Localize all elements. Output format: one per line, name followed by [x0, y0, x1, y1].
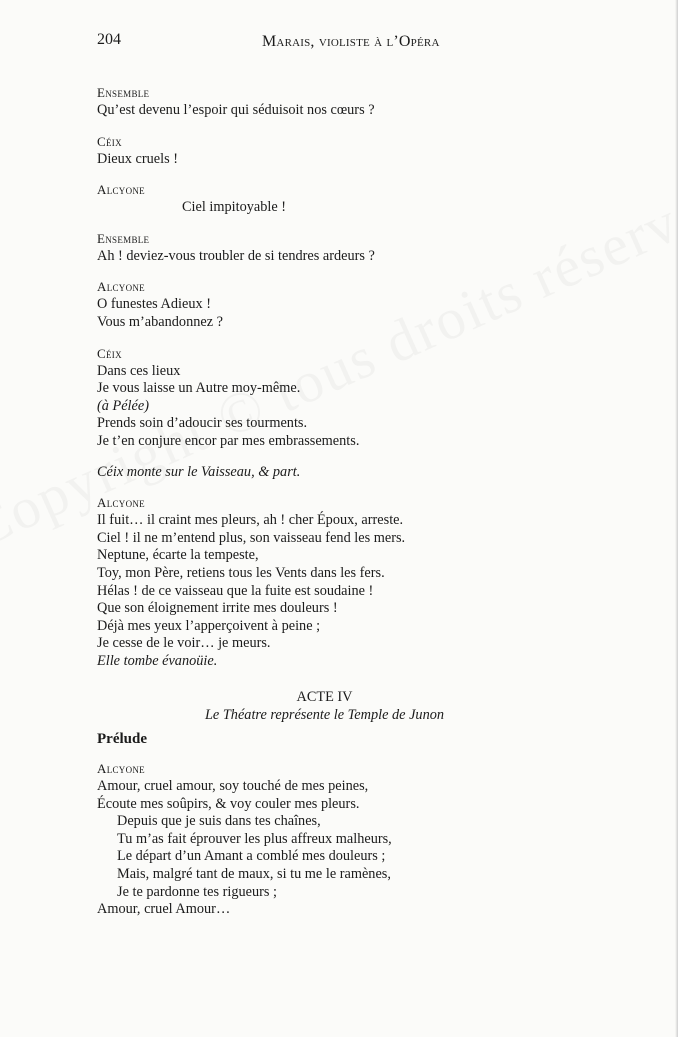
page-number: 204 [97, 31, 121, 48]
speech-block [97, 133, 457, 169]
verse-line: Toy, mon Père, retiens tous les Vents dans les fers. [97, 564, 385, 581]
verse-line: Vous m’abandonnez ? [97, 313, 223, 330]
prelude-heading: Prélude [97, 731, 147, 747]
speaker-name: Alcyone [97, 495, 145, 511]
verse-line: Le départ d’un Amant a comblé mes douleurs ; [117, 848, 386, 865]
verse-line: Depuis que je suis dans tes chaînes, [117, 813, 321, 830]
libretto-text [97, 84, 457, 683]
speaker-name: Ensemble [97, 85, 150, 100]
verse-line: Que son éloignement irrite mes douleurs ! [97, 600, 338, 617]
speech-block [97, 345, 457, 451]
speaker-name: Ensemble [97, 230, 150, 246]
verse-line: Amour, cruel amour, soy touché de mes peines, [97, 778, 369, 794]
act-title: ACTE IV [296, 689, 353, 705]
running-title: Marais, violiste à l’Opéra [262, 33, 440, 50]
verse-line: Dans ces lieux [97, 362, 181, 379]
speaker-name: Alcyone [97, 761, 145, 776]
verse-line: Amour, cruel Amour… [97, 901, 231, 918]
verse-line: Il fuit… il craint mes pleurs, ah ! cher Époux, arreste. [97, 512, 404, 529]
speaker-name: Céix [97, 133, 122, 149]
verse-line: Mais, malgré tant de maux, si tu me le ramènes, [117, 865, 391, 882]
verse-line: O funestes Adieux ! [97, 296, 211, 313]
verse-line: Qu’est devenu l’espoir qui séduisoit nos cœurs ? [97, 102, 375, 118]
verse-line: Je vous laisse un Autre moy-même. [97, 380, 301, 397]
speech-block [97, 84, 457, 120]
verse-line: Je t’en conjure encor par mes embrassements. [97, 432, 360, 449]
stage-direction: (à Pélée) [97, 397, 149, 414]
verse-line: Je cesse de le voir… je meurs. [97, 635, 271, 652]
speech-block [97, 230, 457, 266]
verse-line: Je te pardonne tes rigueurs ; [117, 883, 277, 900]
page-header [97, 31, 678, 51]
speech-block [97, 494, 457, 670]
verse-line: Prends soin d’adoucir ses tourments. [97, 415, 308, 432]
speaker-name: Alcyone [97, 279, 145, 295]
stage-direction: Céix monte sur le Vaisseau, & part. [97, 463, 301, 480]
speech-block [97, 181, 457, 217]
verse-line: Ah ! deviez-vous troubler de si tendres ardeurs ? [97, 247, 375, 264]
verse-line: Neptune, écarte la tempeste, [97, 547, 259, 564]
verse-line: Écoute mes soûpirs, & voy couler mes pleurs. [97, 795, 360, 812]
verse-line: Déjà mes yeux l’apperçoivent à peine ; [97, 617, 321, 634]
verse-line: Hélas ! de ce vaisseau que la fuite est soudaine ! [97, 582, 374, 599]
speech-block [97, 278, 457, 331]
act-heading [97, 688, 552, 724]
verse-line: Dieux cruels ! [97, 150, 178, 167]
act-subtitle: Le Théatre représente le Temple de Junon [204, 707, 445, 723]
final-speech-block [97, 760, 457, 919]
verse-line: Tu m’as fait éprouver les plus affreux malheurs, [117, 830, 392, 847]
verse-line: Ciel impitoyable ! [182, 199, 287, 216]
speaker-name: Céix [97, 345, 122, 361]
stage-direction: Elle tombe évanoüie. [97, 652, 218, 669]
speaker-name: Alcyone [97, 182, 145, 198]
verse-line: Ciel ! il ne m’entend plus, son vaisseau fend les mers. [97, 529, 406, 546]
